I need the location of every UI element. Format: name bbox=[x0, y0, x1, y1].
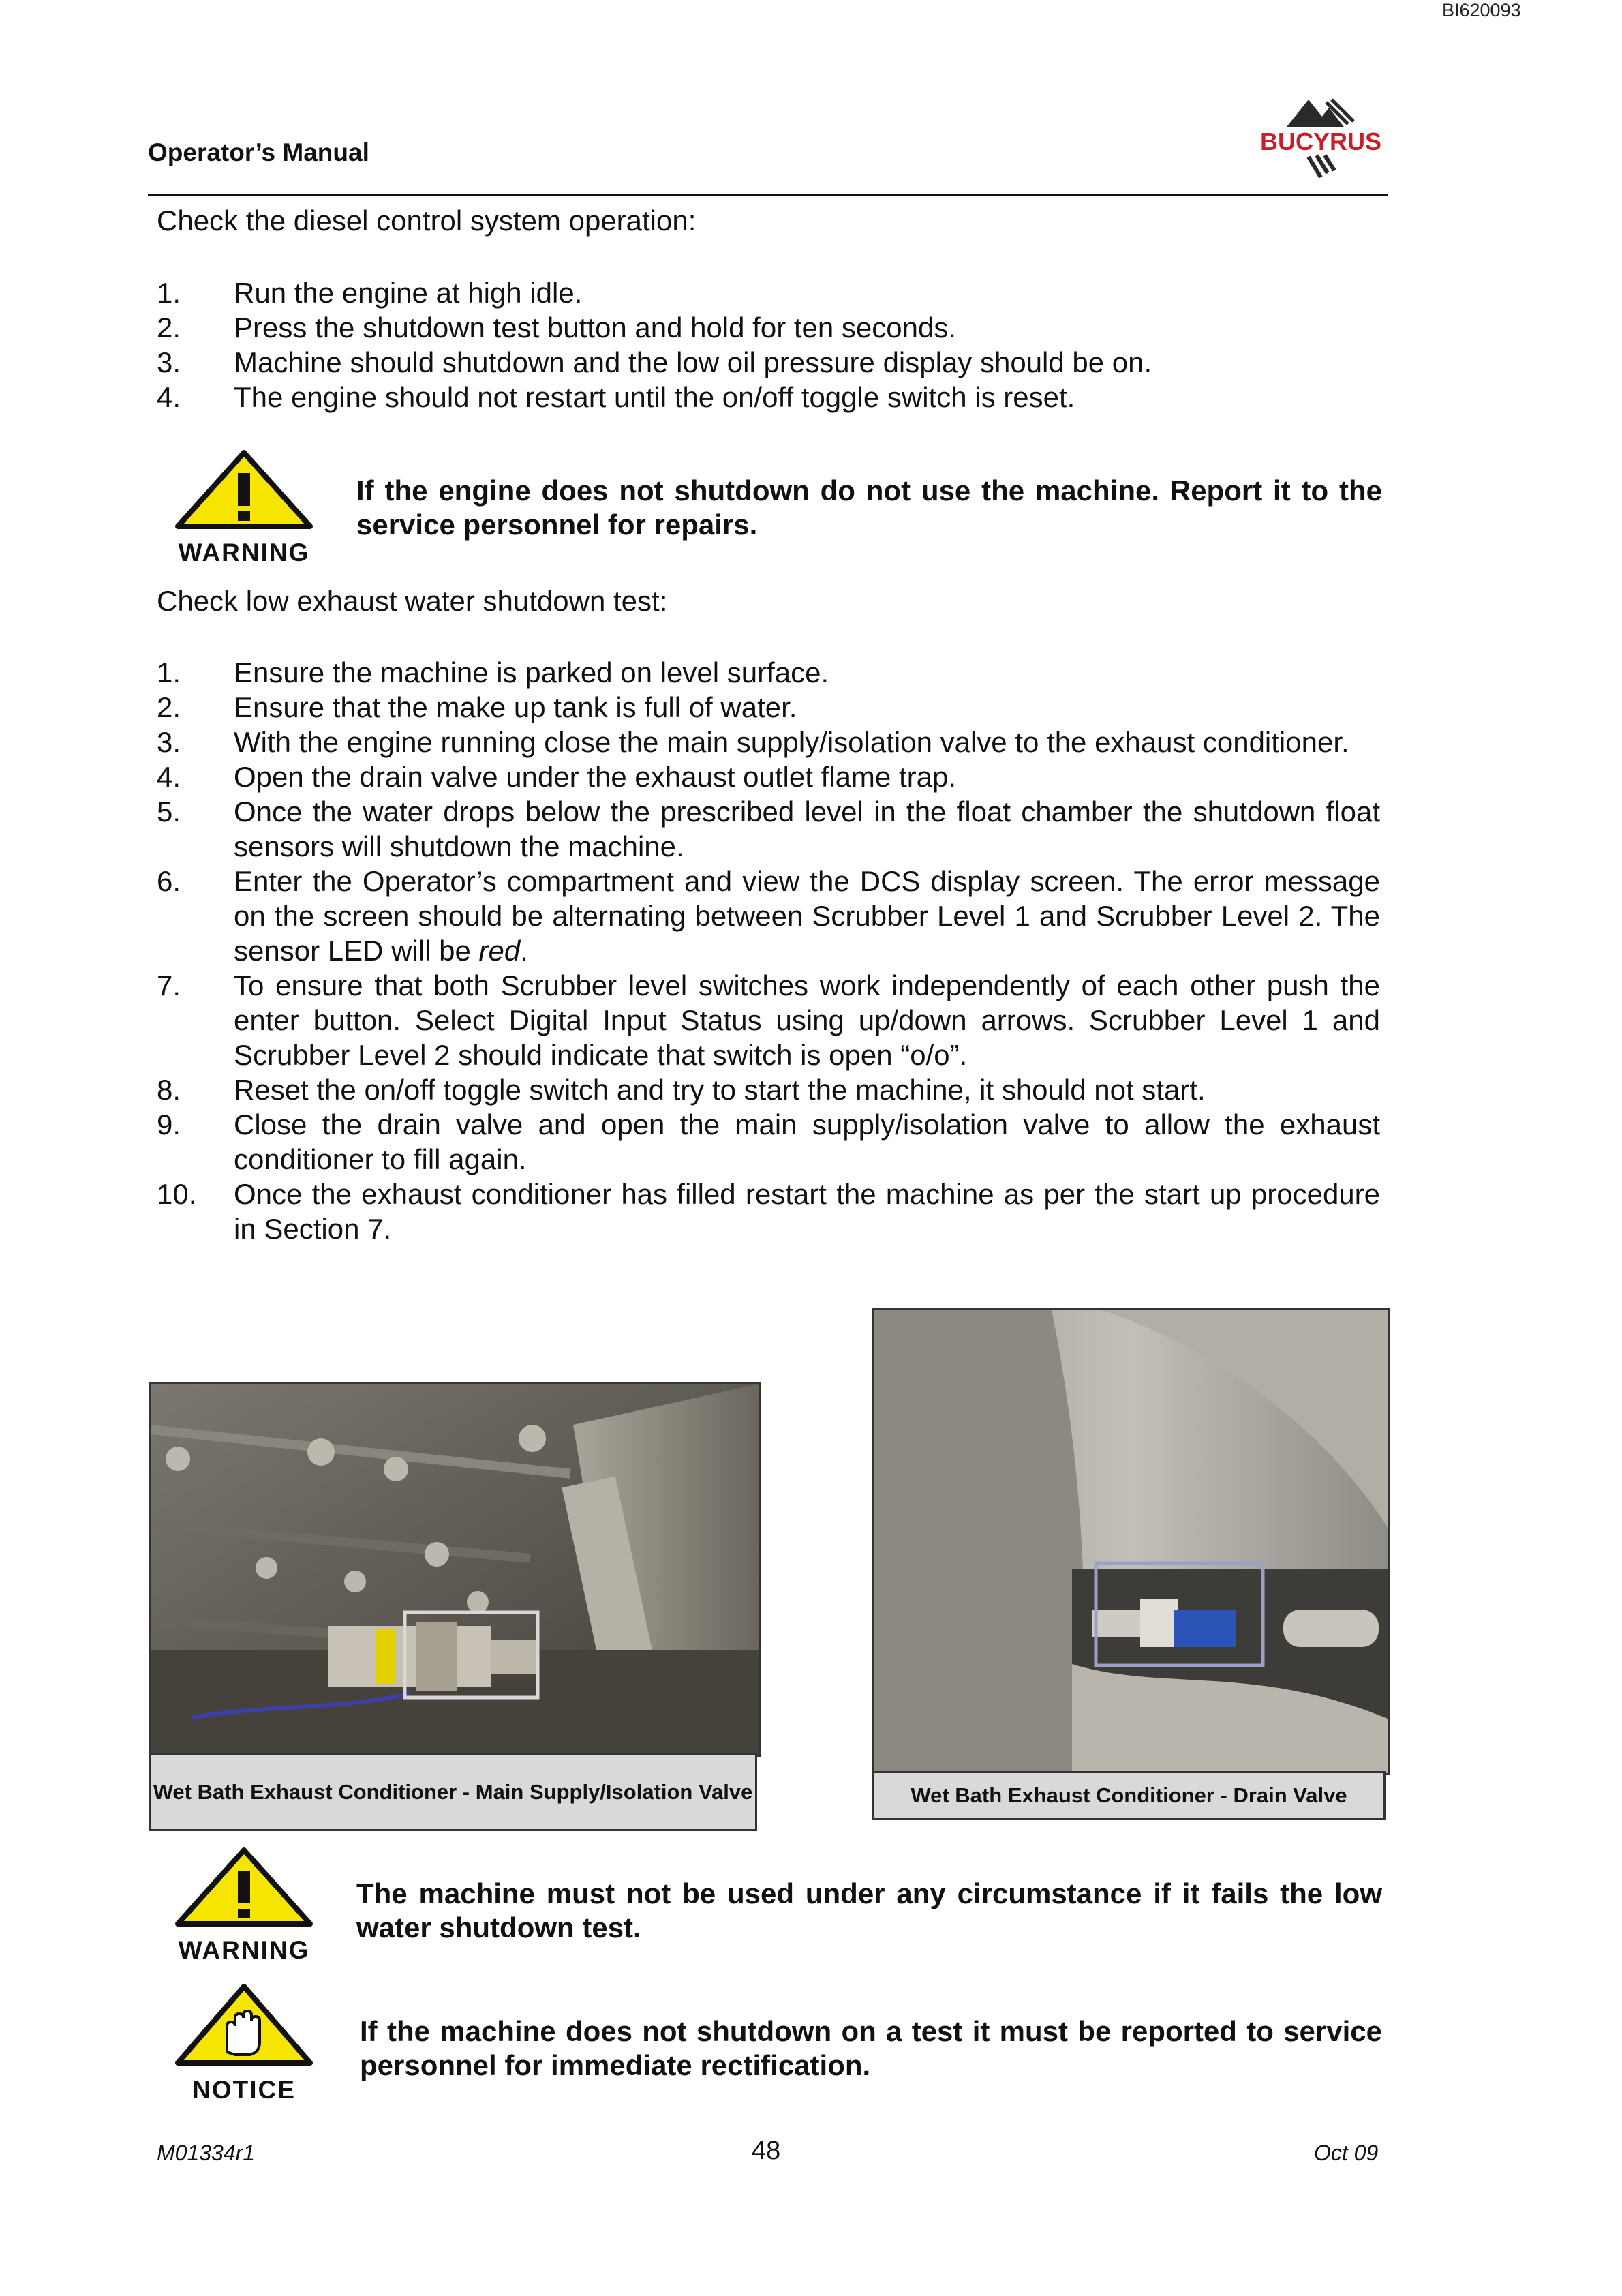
list-item: 8. Reset the on/off toggle switch and try to start the machine, it should not start. bbox=[157, 1074, 1206, 1106]
warning-sign bbox=[159, 450, 329, 567]
warning-text-engine: If the engine does not shutdown do not use the machine. Report it to the service personnel for repairs. bbox=[356, 474, 1382, 541]
bucyrus-logo bbox=[1246, 94, 1396, 183]
notice-hand-icon bbox=[159, 1984, 329, 2072]
warning-triangle-icon bbox=[159, 1847, 329, 1933]
list-item: 3. With the engine running close the main supply/isolation valve to the exhaust conditioner. bbox=[157, 726, 1349, 758]
list-item: 9. Close the drain valve and open the main supply/isolation valve to allow the exhaust conditioner to fill again. bbox=[157, 1108, 1380, 1175]
list-item: 2. Press the shutdown test button and hold for ten seconds. bbox=[157, 312, 957, 344]
section-heading-exhaust-water: Check low exhaust water shutdown test: bbox=[157, 585, 668, 617]
header-rule bbox=[148, 194, 1388, 196]
svg-text:BUCYRUS: BUCYRUS bbox=[1259, 127, 1382, 155]
list-item: 4. Open the drain valve under the exhaust outlet flame trap. bbox=[157, 761, 956, 793]
list-item: 1. Ensure the machine is parked on level surface. bbox=[157, 656, 829, 689]
warning-sign bbox=[159, 1847, 329, 1965]
photo-drain-valve bbox=[872, 1308, 1390, 1775]
list-item: 1. Run the engine at high idle. bbox=[157, 277, 583, 309]
list-item: 7. To ensure that both Scrubber level switches work independently of each other push the enter button. Select Digital Input Status using up/down arrows. Scrubber Level 1 and Scrubber Level 2 should indicate that switch is open “o/o”. bbox=[157, 969, 1380, 1071]
notice-label: NOTICE bbox=[192, 2076, 296, 2104]
warning-text-low-water: The machine must not be used under any circumstance if it fails the low water shutdown test. bbox=[356, 1877, 1382, 1944]
list-item: 6. Enter the Operator’s compartment and view the DCS display screen. The error message on the screen should be alternating between Scrubber Level 1 and Scrubber Level 2. The sensor LED will be red. bbox=[157, 865, 1380, 967]
exhaust-water-steps bbox=[157, 655, 1380, 1246]
section-heading-diesel-control: Check the diesel control system operation: bbox=[157, 205, 697, 237]
document-id: BI620093 bbox=[1442, 0, 1521, 20]
footer-doc-number: M01334r1 bbox=[157, 2141, 256, 2165]
notice-sign bbox=[159, 1984, 329, 2104]
page-number: 48 bbox=[752, 2136, 781, 2165]
diesel-control-steps bbox=[157, 275, 1380, 414]
footer-date: Oct 09 bbox=[1314, 2141, 1379, 2165]
list-item: 2. Ensure that the make up tank is full of water. bbox=[157, 691, 797, 723]
notice-text: If the machine does not shutdown on a test it must be reported to service personnel for immediate rectification. bbox=[360, 2015, 1382, 2081]
warning-label: WARNING bbox=[178, 539, 310, 567]
list-item: 5. Once the water drops below the prescribed level in the float chamber the shutdown float sensors will shutdown the machine. bbox=[157, 796, 1380, 862]
list-item: 4. The engine should not restart until the on/off toggle switch is reset. bbox=[157, 381, 1075, 413]
photo-caption-drain-valve: Wet Bath Exhaust Conditioner - Drain Valve bbox=[872, 1771, 1386, 1820]
list-item: 10. Once the exhaust conditioner has filled restart the machine as per the start up procedure in Section 7. bbox=[157, 1178, 1380, 1245]
photo-caption-main-supply: Wet Bath Exhaust Conditioner - Main Supply/Isolation Valve bbox=[149, 1753, 757, 1831]
warning-label: WARNING bbox=[178, 1936, 310, 1964]
page-header-title: Operator’s Manual bbox=[148, 138, 369, 166]
warning-triangle-icon bbox=[159, 450, 329, 535]
list-item: 3. Machine should shutdown and the low oil pressure display should be on. bbox=[157, 346, 1152, 378]
photo-main-supply-valve bbox=[149, 1382, 761, 1757]
